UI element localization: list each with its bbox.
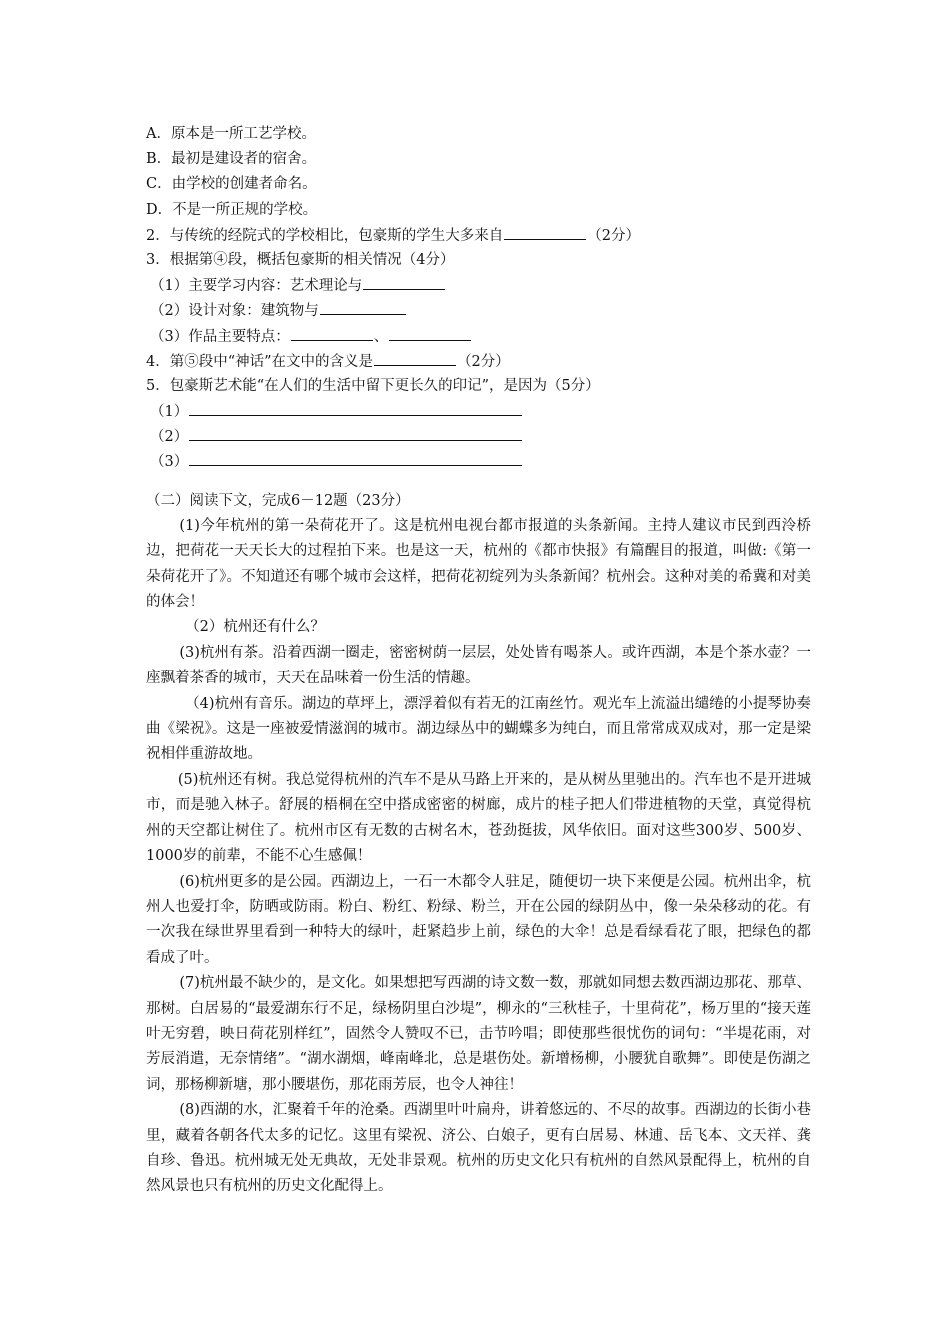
exam-page <box>146 122 811 1200</box>
question-4 <box>146 349 811 374</box>
sub-2-text: （2）设计对象：建筑物与 <box>150 303 319 320</box>
question-3-sub-3 <box>146 324 811 349</box>
sub-1-text: （1）主要学习内容：艺术理论与 <box>150 278 363 295</box>
option-a: A．原本是一所工艺学校。 <box>146 126 316 142</box>
answer-blank <box>189 449 522 466</box>
section-2-heading: （二）阅读下文，完成6－12题（23分） <box>146 492 410 509</box>
reading-passage <box>146 514 811 1200</box>
answer-blank <box>291 324 373 341</box>
paragraph-8: (8)西湖的水，汇聚着千年的沧桑。西湖里叶叶扁舟，讲着悠远的、不尽的故事。西湖边的长街小巷里，藏着各朝各代太多的记忆。这里有梁祝、济公、白娘子，更有白居易、林逋、岳飞本、文天祥、龚自珍、鲁迅。杭州城无处无典故，无处非景观。杭州的历史文化只有杭州的自然风景配得上，杭州的自然风景也只有杭州的历史文化配得上。 <box>146 1102 811 1195</box>
answer-blank <box>504 223 586 240</box>
question-2-score: （2分） <box>587 227 640 244</box>
option-b: B．最初是建设者的宿舍。 <box>146 151 317 168</box>
question-3-sub-2 <box>146 298 811 323</box>
question-3: 3．根据第④段，概括包豪斯的相关情况（4分） <box>146 251 455 268</box>
paragraph-6: (6)杭州更多的是公园。西湖边上，一石一木都令人驻足，随便切一块下来便是公园。杭州出伞，杭州人也爱打伞，防晒或防雨。粉白、粉红、粉绿、粉兰，开在公园的绿阴丛中，像一朵朵移动的花。有一次我在绿世界里看到一种特大的绿叶，赶紧趋步上前，绿色的大伞！总是看绿看花了眼，把绿色的都看成了叶。 <box>146 873 811 966</box>
option-c: C．由学校的创建者命名。 <box>146 176 317 193</box>
paragraph-7: (7)杭州最不缺少的，是文化。如果想把写西湖的诗文数一数，那就如同想去数西湖边那花、那草、那树。白居易的“最爱湖东行不足，绿杨阴里白沙堤”，柳永的“三秋桂子，十里荷花”，杨万里的“接天莲叶无穷碧，映日荷花别样红”，固然令人赞叹不已，击节吟唱；即使那些很忧伤的词句：“半堤花雨，对芳辰消遣，无奈情绪”。“湖水湖烟，峰南峰北，总是堪伤处。新增杨柳，小腰犹自歌舞”。即使是伤湖之词，那杨柳新塘，那小腰堪伤，那花雨芳辰，也令人神往！ <box>146 975 811 1093</box>
item-number: （3） <box>150 454 189 471</box>
answer-blank <box>374 349 456 366</box>
answer-blank <box>320 298 406 315</box>
question-5-item-1 <box>146 399 811 424</box>
question-3-sub-1 <box>146 273 811 298</box>
answer-blank <box>363 273 445 290</box>
option-d: D．不是一所正规的学校。 <box>146 201 318 218</box>
paragraph-4: （4)杭州有音乐。湖边的草坪上，漂浮着似有若无的江南丝竹。观光车上流溢出缱绻的小提琴协奏曲《梁祝》。这是一座被爱情滋润的城市。湖边绿丛中的蝴蝶多为纯白，而且常常成双成对，那一定是梁祝相伴重游故地。 <box>146 695 811 763</box>
sub-3-text: （3）作品主要特点： <box>150 328 290 345</box>
question-4-score: （2分） <box>457 353 510 370</box>
paragraph-2: （2）杭州还有什么？ <box>185 619 325 636</box>
question-5-item-3 <box>146 449 811 474</box>
answer-blank <box>189 399 522 416</box>
question-5: 5．包豪斯艺术能“在人们的生活中留下更长久的印记”，是因为（5分） <box>146 377 600 394</box>
item-number: （1） <box>150 404 189 421</box>
paragraph-5: (5)杭州还有树。我总觉得杭州的汽车不是从马路上开来的，是从树丛里驰出的。汽车也不是开进城市，而是驰入林子。舒展的梧桐在空中搭成密密的树廊，成片的桂子把人们带进植物的天堂，真觉得杭州的天空都让树住了。杭州市区有无数的古树名木，苍劲挺拔，风华依旧。面对这些300岁、500岁、1000岁的前辈，不能不心生感佩！ <box>146 771 811 865</box>
item-number: （2） <box>150 429 189 446</box>
separator: 、 <box>373 328 389 345</box>
question-2 <box>146 223 811 248</box>
question-2-text: 2．与传统的经院式的学校相比，包豪斯的学生大多来自 <box>146 227 504 244</box>
paragraph-1: (1)今年杭州的第一朵荷花开了。这是杭州电视台都市报道的头条新闻。主持人建议市民到西泠桥边，把荷花一天天长大的过程拍下来。也是这一天，杭州的《都市快报》有篇醒目的报道，叫做:《第一朵荷花开了》。不知道还有哪个城市会这样，把荷花初绽列为头条新闻？杭州会。这种对美的希冀和对美的体会！ <box>146 517 811 611</box>
answer-blank <box>189 424 522 441</box>
question-5-item-2 <box>146 424 811 449</box>
section-gap <box>146 475 811 489</box>
question-4-text: 4．第⑤段中“神话”在文中的含义是 <box>146 353 374 370</box>
paragraph-3: (3)杭州有茶。沿着西湖一圈走，密密树荫一层层，处处皆有喝茶人。或许西湖，本是个茶水壶？一座飘着茶香的城市，天天在品味着一份生活的情趣。 <box>146 644 811 687</box>
answer-blank <box>389 324 471 341</box>
